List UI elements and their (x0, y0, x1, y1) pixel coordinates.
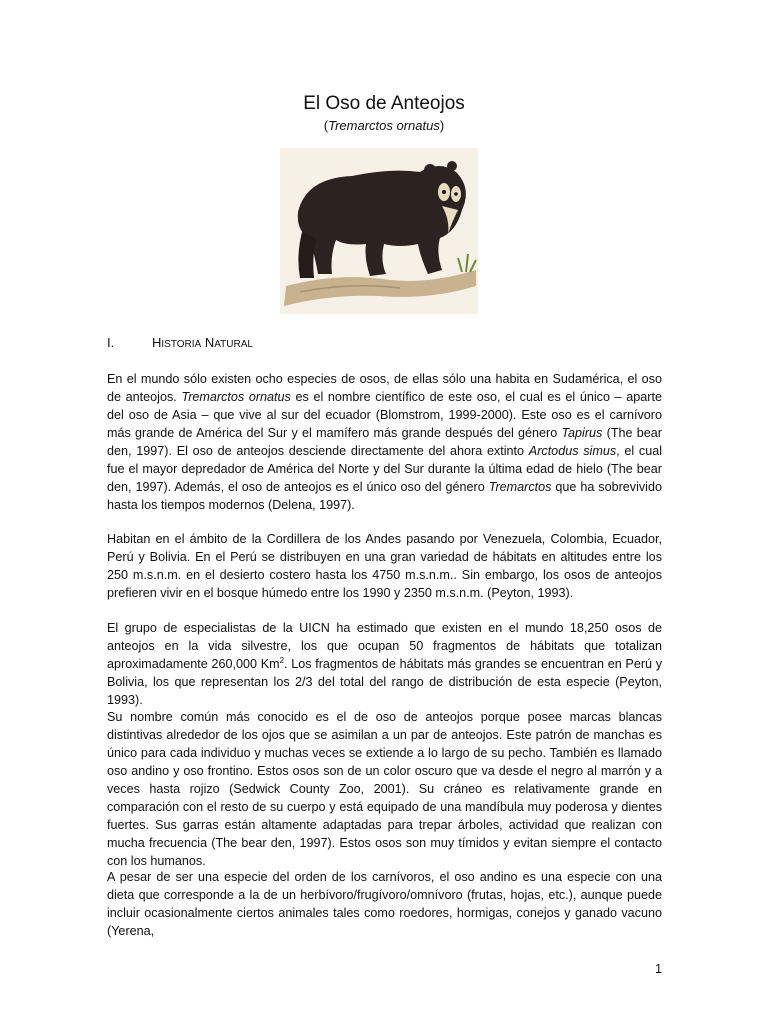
grass-shape (458, 254, 476, 272)
paragraph-1 (107, 370, 662, 514)
subtitle-open: ( (323, 118, 329, 133)
bear-ear-right (447, 161, 457, 171)
bear-eye-left (442, 190, 446, 194)
species-name: Tremarctos ornatus (328, 118, 440, 133)
section-heading (107, 334, 667, 354)
p3-text-1: El grupo de especialistas de la UICN ha estimado que existen en el mundo 18,250 osos de anteojos en la vida silvestre, los que ocupan 50 fragmentos de hábitats que totalizan aproximadamente 260,000 Km (107, 621, 662, 671)
p1-text-2: es el nombre científico de este oso, el cual es el único – aparte del oso de Asia – que vive al sur del ecuador (Blomstrom, 1999-2000). Este oso es el carnívoro más grande de América del Sur y el mamífero más grande después del género (107, 390, 662, 440)
heading-letter-n: N (204, 335, 215, 350)
page-number: 1 (654, 962, 662, 976)
bear-illustration (280, 148, 478, 314)
bear-body (298, 166, 466, 276)
document-subtitle (0, 117, 768, 135)
p3-superscript: 2 (279, 655, 285, 665)
bear-eye-right (454, 192, 458, 196)
p1-text-1: En el mundo sólo existen ocho especies de osos, de ellas sólo una habita en Sudamérica, el oso de anteojos. (107, 372, 662, 404)
heading-rest-natural: ATURAL (214, 339, 253, 350)
paragraph-2: Habitan en el ámbito de la Cordillera de los Andes pasando por Venezuela, Colombia, Ecuador, Perú y Bolivia. En el Perú se distribuyen en una gran variedad de hábitats en altitudes entre los 250 m.s.n.m. en el desierto costero hasta los 4750 m.s.n.m.. Sin embargo, los osos de anteojos prefieren vivir en el bosque húmedo entre los 1990 y 2350 m.s.n.m. (Peyton, 1993). (107, 532, 662, 600)
heading-letter-h: H (152, 335, 162, 350)
paragraph-5: A pesar de ser una especie del orden de los carnívoros, el oso andino es una especie con una dieta que corresponde a la de un herbívoro/frugívoro/omnívoro (frutas, hojas, etc.), aunque puede incluir ocasionalmente ciertos animales tales como roedores, hormigas, conejos y ganado vacuno (Yerena, (107, 870, 662, 938)
p1-italic-4: Tremarctos (488, 480, 552, 494)
section-number: I. (107, 335, 115, 350)
heading-rest-historia: ISTORIA (161, 339, 202, 350)
bear-ear-left (424, 164, 436, 176)
p1-text-4: , el cual fue el mayor depredador de América del Norte y del Sur durante la última edad de hielo (The bear den, 1997). Además, el oso de anteojos es el único oso del género (107, 444, 663, 494)
document-title: El Oso de Anteojos (303, 93, 465, 114)
subtitle-close: ) (439, 118, 445, 133)
p1-italic-2: Tapirus (561, 426, 603, 440)
bear-hind-leg (298, 232, 316, 278)
bear-drawing (280, 148, 478, 314)
p1-italic-1: Tremarctos ornatus (181, 390, 291, 404)
p1-text-3: (The bear den, 1997). El oso de anteojos desciende directamente del ahora extinto (107, 426, 662, 458)
paragraph-3 (107, 619, 662, 709)
paragraph-4: Su nombre común más conocido es el de oso de anteojos porque posee marcas blancas distintivas alrededor de los ojos que se asimilan a un par de anteojos. Este patrón de manchas es único para cada individuo y muchas veces se extiende a lo largo de su pecho. También es llamado oso andino y oso frontino. Estos osos son de un color oscuro que va desde el negro al marrón y a veces hasta rojizo (Sedwick County Zoo, 2001). Su cráneo es relativamente grande en comparación con el resto de su cuerpo y está equipado de una mandíbula muy poderosa y dientes fuertes. Sus garras están altamente adaptadas para trepar árboles, actividad que realizan con mucha frecuencia (The bear den, 1997). Estos osos son muy tímidos y evitan siempre el contacto con los humanos. (107, 710, 662, 868)
p3-text-2: . Los fragmentos de hábitats más grandes se encuentran en Perú y Bolivia, los que representan los 2/3 del total del rango de distribución de esta especie (Peyton, 1993). (107, 657, 663, 707)
p1-text-5: que ha sobrevivido hasta los tiempos modernos (Delena, 1997). (107, 480, 662, 512)
p1-italic-3: Arctodus simus (528, 444, 617, 458)
